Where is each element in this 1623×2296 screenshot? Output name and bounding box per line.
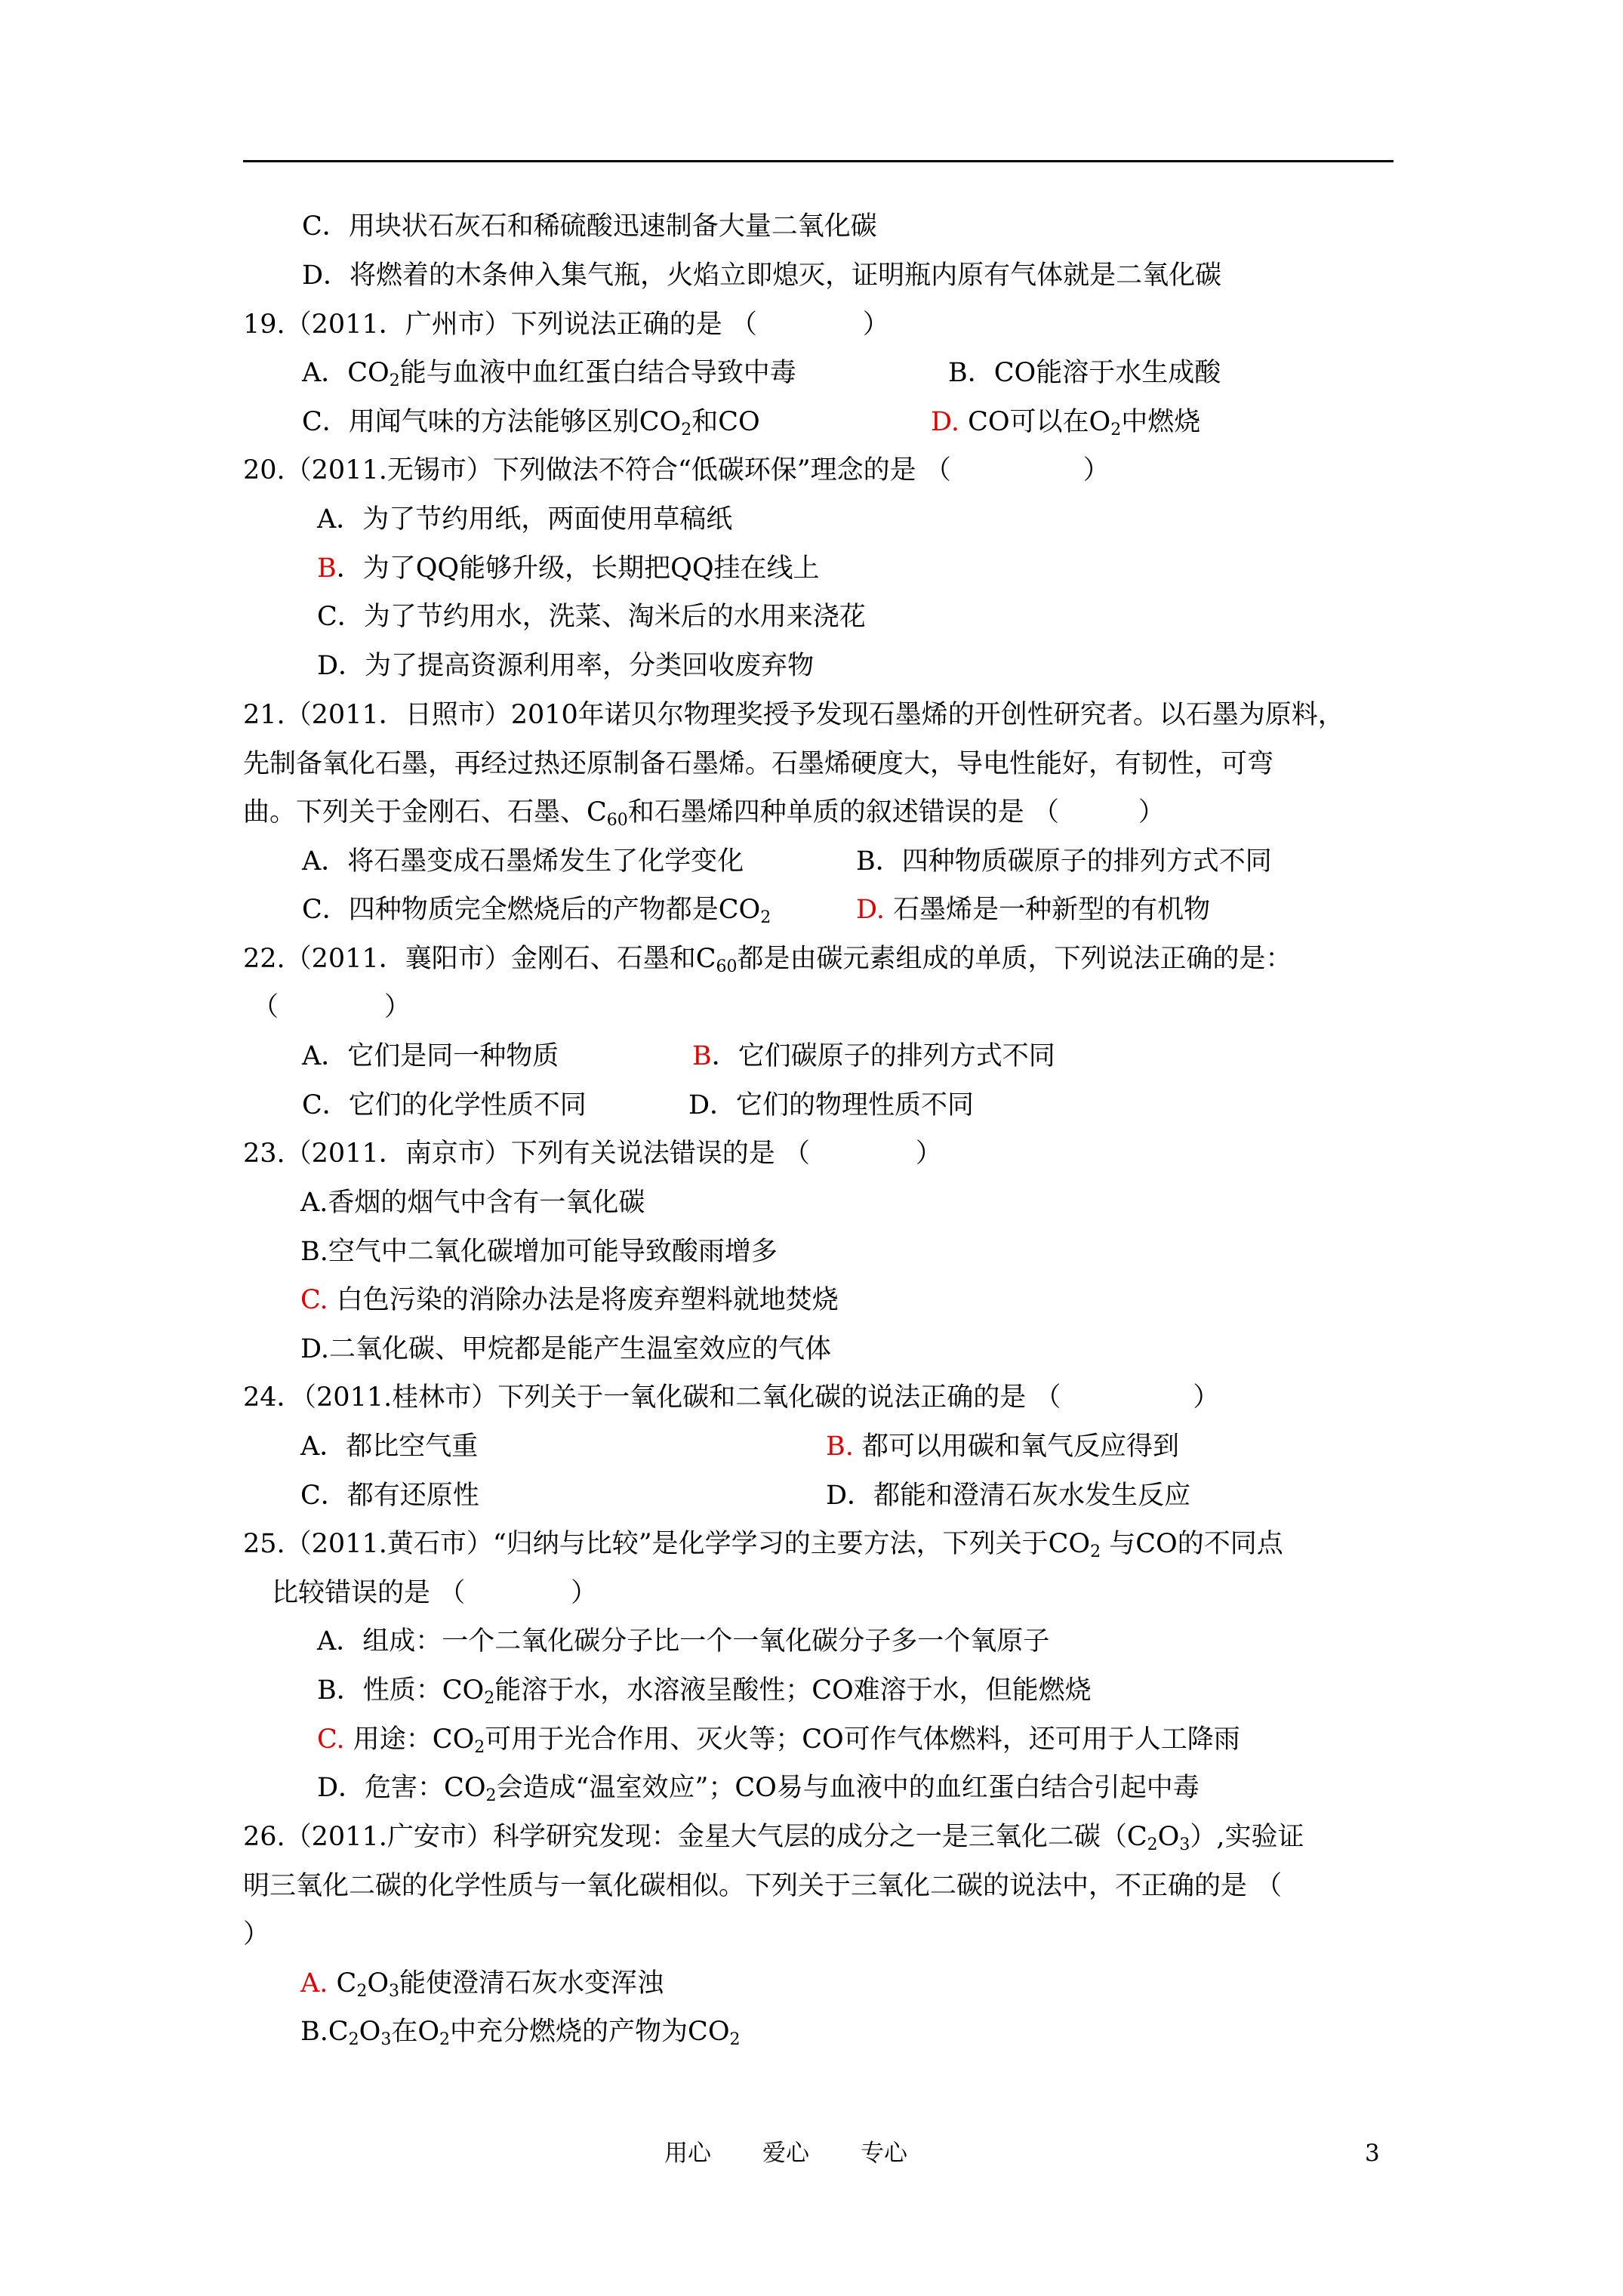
q24-option-c: C．都有还原性 [300,1481,479,1511]
q19-option-c: C．用闻气味的方法能够区别$CO_2$和CO [302,407,760,439]
q18-option-c: C．用块状石灰石和稀硫酸迅速制备大量二氧化碳 [302,211,877,242]
answer-mark: B. [826,1432,854,1462]
q22-option-b: B．它们碳原子的排列方式不同 [692,1041,1055,1071]
footer-motto-2: 爱心 [762,2140,809,2167]
q26-stem-line3: ） [243,1919,270,1949]
q21-option-a: A．将石墨变成石墨烯发生了化学变化 [302,846,744,877]
q19-option-b: B．CO能溶于水生成酸 [948,358,1221,388]
answer-mark: A. [300,1968,328,1999]
q23-option-b: B.空气中二氧化碳增加可能导致酸雨增多 [300,1237,778,1267]
q24-option-b: B. 都可以用碳和氧气反应得到 [826,1432,1179,1462]
q20-stem: 20.（2011.无锡市）下列做法不符合“低碳环保”理念的是 （ ） [243,455,1110,485]
q22-stem: 22.（2011．襄阳市）金刚石、石墨和$C_{60}$都是由碳元素组成的单质，下列说法正确的是： [243,944,1292,976]
q21-stem-line1: 21.（2011．日照市）2010年诺贝尔物理奖授予发现石墨烯的开创性研究者。以石墨为原料， [243,700,1344,730]
q21-stem-line2: 先制备氧化石墨，再经过热还原制备石墨烯。石墨烯硬度大，导电性能好，有韧性，可弯 [243,749,1274,779]
q21-option-c: C．四种物质完全燃烧后的产物都是$CO_2$ [302,895,771,927]
q19-option-a: A．$CO_2$能与血液中血红蛋白结合导致中毒 [302,358,796,390]
q19-option-d: D. CO可以在$O_2$中燃烧 [931,407,1201,439]
answer-mark: D. [931,407,959,437]
q23-option-a: A.香烟的烟气中含有一氧化碳 [300,1188,645,1218]
q24-option-a: A．都比空气重 [300,1432,479,1462]
q26-option-a: A. $C_2O_3$能使澄清石灰水变浑浊 [300,1968,664,2001]
q20-option-b: B．为了QQ能够升级，长期把QQ挂在线上 [317,553,820,584]
q21-option-d: D. 石墨烯是一种新型的有机物 [856,895,1211,925]
q26-stem-line1: 26.（2011.广安市）科学研究发现：金星大气层的成分之一是三氧化二碳$(C_2O_3)$,实验证 [243,1822,1304,1854]
q25-option-d: D．危害：$CO_2$会造成“温室效应”；CO易与血液中的血红蛋白结合引起中毒 [317,1773,1200,1805]
q25-option-a: A．组成：一个二氧化碳分子比一个一氧化碳分子多一个氧原子 [317,1626,1050,1657]
footer-motto-1: 用心 [664,2140,711,2167]
footer-motto-3: 专心 [861,2140,907,2167]
answer-mark: B [317,553,337,584]
q25-stem-line1: 25.（2011.黄石市）“归纳与比较”是化学学习的主要方法，下列关于$CO_2$ 与CO的不同点 [243,1529,1283,1561]
answer-mark: B [692,1041,712,1071]
q26-stem-line2: 明三氧化二碳的化学性质与一氧化碳相似。下列关于三氧化二碳的说法中，不正确的是 （ [243,1871,1283,1901]
q20-option-d: D．为了提高资源利用率，分类回收废弃物 [317,651,815,681]
q20-option-c: C．为了节约用水，洗菜、淘米后的水用来浇花 [317,602,866,632]
q19-stem: 19.（2011．广州市）下列说法正确的是 （ ） [243,310,889,340]
page-number: 3 [1365,2140,1380,2167]
q26-option-b: $B.C_2O_3$在$O_2$中充分燃烧的产物为$CO_2$ [300,2017,741,2049]
q25-option-b: B．性质：$CO_2$能溶于水，水溶液呈酸性；CO难溶于水，但能燃烧 [317,1675,1092,1708]
q21-option-b: B．四种物质碳原子的排列方式不同 [856,846,1272,877]
q22-option-d: D．它们的物理性质不同 [688,1090,975,1120]
q23-option-c: C. 白色污染的消除办法是将废弃塑料就地焚烧 [300,1285,839,1315]
q22-option-c: C．它们的化学性质不同 [302,1090,587,1120]
header-rule [243,160,1394,162]
q22-answer-paren: （ ） [252,992,411,1022]
q21-stem-line3: 曲。下列关于金刚石、石墨、$C_{60}$和石墨烯四种单质的叙述错误的是 （ ） [243,797,1165,830]
answer-mark: C. [317,1724,345,1755]
answer-mark: C. [300,1285,328,1315]
q22-option-a: A．它们是同一种物质 [302,1041,559,1071]
q24-stem: 24．（2011.桂林市）下列关于一氧化碳和二氧化碳的说法正确的是 （ ） [243,1382,1220,1413]
q23-option-d: D.二氧化碳、甲烷都是能产生温室效应的气体 [300,1334,831,1364]
answer-mark: D. [856,895,885,925]
q20-option-a: A．为了节约用纸，两面使用草稿纸 [317,504,733,535]
q25-option-c: C. 用途：$CO_2$可用于光合作用、灭火等；CO可作气体燃料，还可用于人工降雨 [317,1724,1240,1757]
q23-stem: 23.（2011．南京市）下列有关说法错误的是 （ ） [243,1139,942,1169]
q18-option-d: D．将燃着的木条伸入集气瓶，火焰立即熄灭，证明瓶内原有气体就是二氧化碳 [302,260,1222,291]
q24-option-d: D．都能和澄清石灰水发生反应 [826,1481,1191,1511]
q25-stem-line2: 比较错误的是 （ ） [272,1578,598,1608]
